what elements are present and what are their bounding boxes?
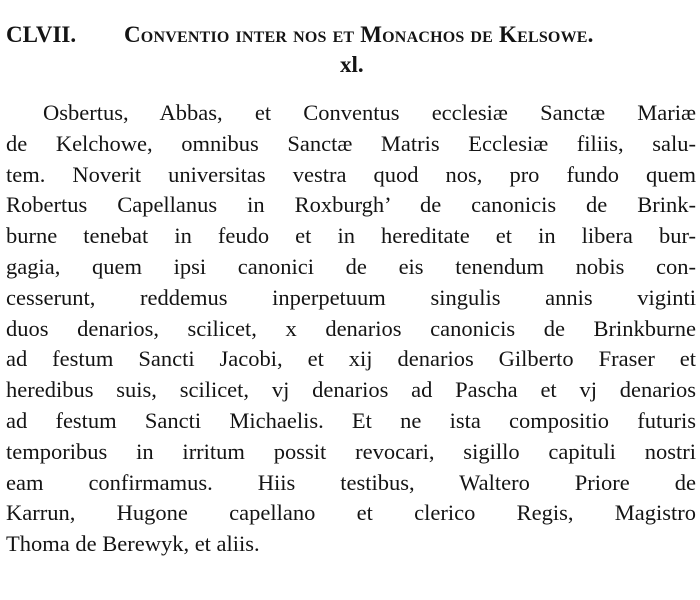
body-line: de Kelchowe, omnibus Sanctæ Matris Ecclesiæ filiis, salu- <box>6 130 696 156</box>
body-line: Karrun, Hugone capellano et clerico Regis, Magistro <box>6 500 696 526</box>
body-line: tem. Noverit universitas vestra quod nos, pro fundo quem <box>6 161 696 187</box>
body-line: Osbertus, Abbas, et Conventus ecclesiæ Sanctæ Mariæ <box>43 100 696 125</box>
body-line: duos denarios, scilicet, x denarios canonicis de Brinkburne <box>6 315 696 341</box>
body-line: ad festum Sancti Jacobi, et xij denarios Gilberto Fraser et <box>6 346 696 372</box>
folio-number: xl. <box>340 52 364 77</box>
body-line: temporibus in irritum possit revocari, sigillo capituli nostri <box>6 438 696 464</box>
body-line: ad festum Sancti Michaelis. Et ne ista compositio futuris <box>6 407 696 433</box>
body-line: cesserunt, reddemus inperpetuum singulis annis viginti <box>6 284 696 310</box>
charter-title: Conventio inter nos et Monachos de Kelsowe. <box>124 22 594 47</box>
charter-body <box>6 98 696 560</box>
body-line: Thoma de Berewyk, et aliis. <box>6 531 260 557</box>
charter-heading <box>6 20 696 50</box>
charter-number: CLVII. <box>6 22 77 47</box>
body-line: burne tenebat in feudo et in hereditate et in libera bur- <box>6 223 696 249</box>
body-line: heredibus suis, scilicet, vj denarios ad Pascha et vj denarios <box>6 377 696 403</box>
body-line: Robertus Capellanus in Roxburgh’ de canonicis de Brink- <box>6 192 696 218</box>
body-line: eam confirmamus. Hiis testibus, Waltero Priore de <box>6 469 696 495</box>
body-line: gagia, quem ipsi canonici de eis tenendum nobis con- <box>6 253 696 279</box>
